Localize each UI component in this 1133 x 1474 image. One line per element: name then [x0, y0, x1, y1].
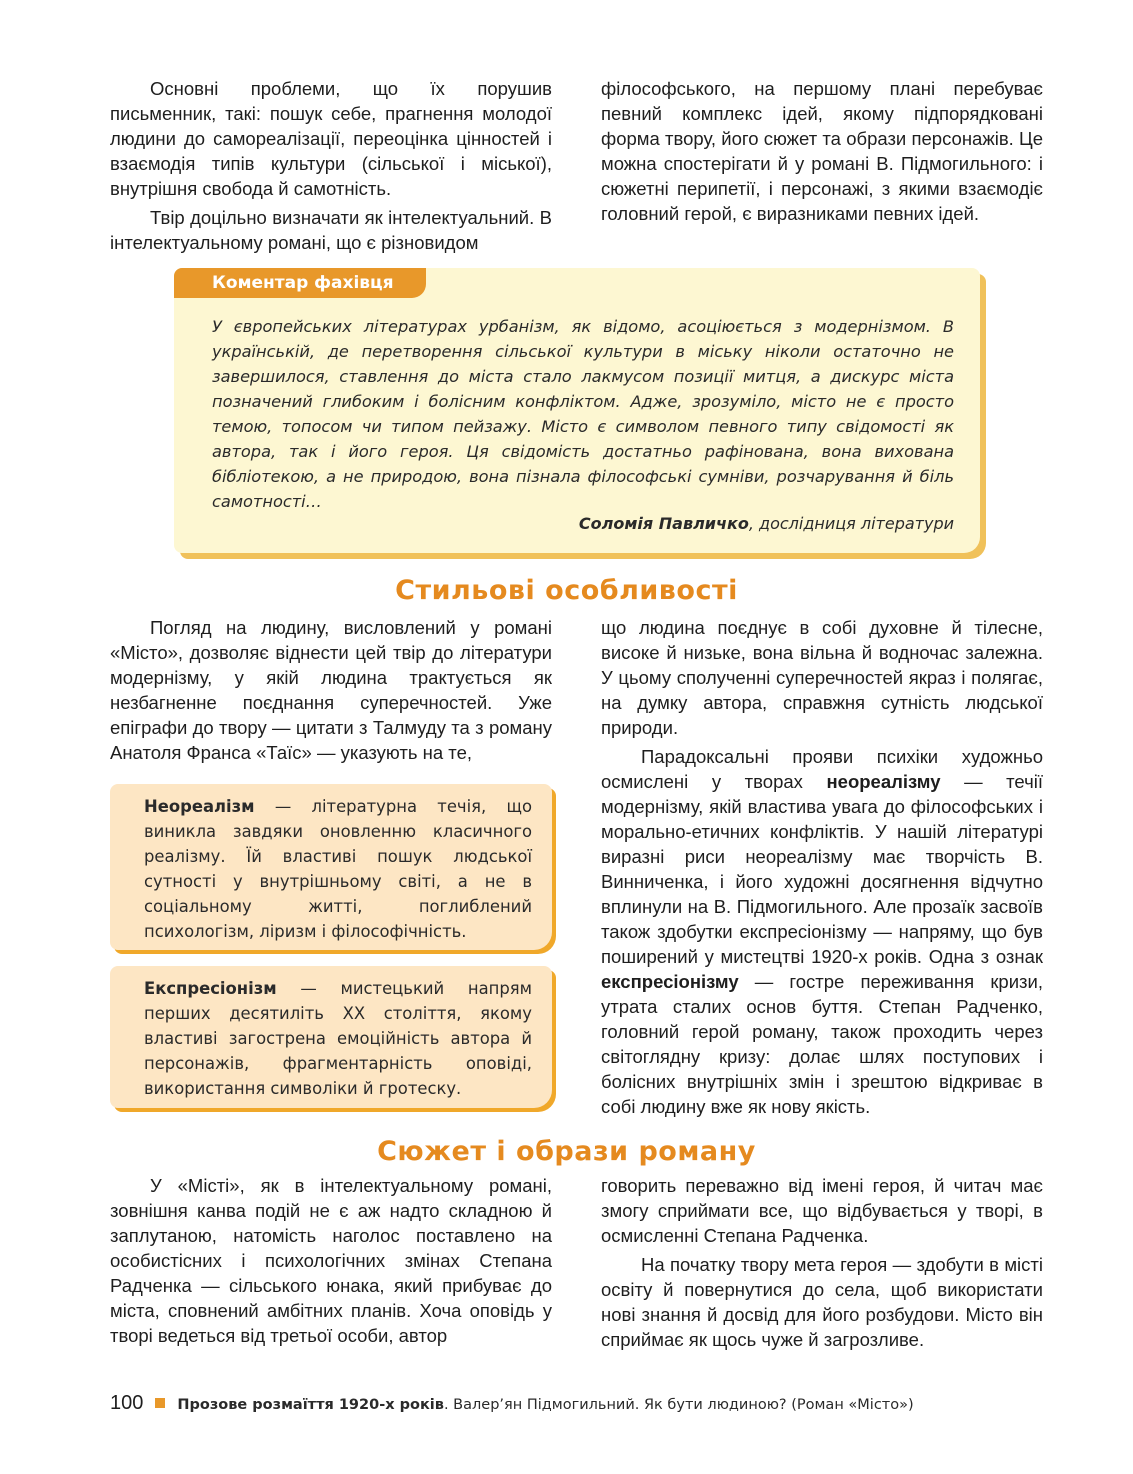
footer-section-title: Прозове розмаїття 1920-х років: [177, 1397, 444, 1413]
paragraph: філософського, на першому плані перебуває певний комплекс ідей, якому підпорядковані форма твору, його сюжет та образи персонажів. Це можна спостерігати й у романі В. Підмогильного: і сюжетні перипетії, і персонажі, з якими взаємодіє головний герой, є виразниками певних ідей.: [601, 78, 1043, 224]
paragraph: Погляд на людину, висловлений у романі «Місто», дозволяє віднести цей твір до літератури модернізму, у якій людина трактується як незбагненне поєднання суперечностей. Уже епіграфи до твору — цитати з Талмуду та з роману Анатоля Франса «Таїс» — указують на те,: [110, 617, 552, 763]
definition-text: Неореалізм — літературна течія, що виникла завдяки оновленню класичного реалізму. Їй властиві пошук людської сутності у внутрішньому світі, а не в соціальному житті, поглиблений психологізм, ліризм і філософічність.: [144, 797, 532, 941]
expert-comment-signature: [579, 514, 954, 533]
top-left-column: [110, 76, 552, 259]
paragraph: Твір доцільно визначати як інтелектуальний. В інтелектуальному романі, що є різновидом: [110, 207, 552, 253]
section1-left-column: [110, 615, 552, 769]
term-neorealism: неореалізму: [826, 771, 941, 792]
comment-author-role: , дослідниця літератури: [748, 514, 954, 533]
expert-comment-label: Коментар фахівця: [174, 268, 426, 298]
definition-box-expressionism: [110, 966, 552, 1108]
paragraph: Парадоксальні прояви психіки художньо осмислені у творах неореалізму — течії модернізму, якій властива увага до філософських і морально-етичних конфліктів. У нашій літературі виразні риси неореалізму має творчість В. Винниченка, і його художні досягнення відчутно вплинули на В. Підмогильного. Але прозаїк засвоїв також здобутки експресіонізму — напряму, що був поширений у мистецтві 1920-х років. Одна з ознак експресіонізму — гостре переживання кризи, утрата сталих основ буття. Степан Радченко, головний герой роману, також проходить через світоглядну кризу: долає шлях поступових і болісних внутрішніх змін і зрештою відкриває в собі людину вже як нову якість.: [601, 746, 1043, 1117]
expert-comment-box: [174, 268, 980, 553]
section2-right-column: [601, 1173, 1043, 1356]
section1-right-column: [601, 615, 1043, 1123]
paragraph: говорить переважно від імені героя, й читач має змогу сприймати все, що відбувається у творі, в осмисленні Степана Радченка.: [601, 1175, 1043, 1246]
section-heading-style: Стильові особливості: [395, 575, 738, 606]
top-right-column: [601, 76, 1043, 230]
page-footer: 100 Прозове розмаїття 1920-х років. Валер’ян Підмогильний. Як бути людиною? (Роман «Місто»): [110, 1392, 914, 1414]
footer-subtitle: Валер’ян Підмогильний. Як бути людиною? (Роман «Місто»): [448, 1397, 914, 1413]
comment-author: Соломія Павличко: [578, 514, 749, 533]
paragraph: На початку твору мета героя — здобути в місті освіту й повернутися до села, щоб використати нові знання й досвід для його розбудови. Місто він сприймає як щось чуже й загрозливе.: [601, 1254, 1043, 1350]
page-number: 100: [110, 1392, 144, 1414]
section-heading-plot: Сюжет і образи роману: [377, 1136, 756, 1167]
definition-box-neorealism: [110, 784, 552, 950]
paragraph: У «Місті», як в інтелектуальному романі, зовнішня канва подій не є аж надто складною й заплутаною, натомість наголос поставлено на особистісних і психологічних змінах Степана Радченка — сільського юнака, який прибуває до міста, сповнений амбітних планів. Хоча оповідь у творі ведеться від третьої особи, автор: [110, 1175, 552, 1346]
definition-term: Неореалізм: [144, 797, 255, 816]
paragraph: що людина поєднує в собі духовне й тілесне, високе й низьке, вона вільна й водночас залежна. У цьому сполученні суперечностей якраз і полягає, на думку автора, справжня сутність людської природи.: [601, 617, 1043, 738]
orange-square-icon: [155, 1398, 165, 1408]
paragraph: Основні проблеми, що їх порушив письменник, такі: пошук себе, прагнення молодої людини до самореалізації, переоцінка цінностей і взаємодія типів культури (сільської і міської), внутрішня свобода й самотність.: [110, 78, 552, 199]
definition-text: Експресіонізм — мистецький напрям перших десятиліть ХХ століття, якому властиві загострена емоційність автора й персонажів, фрагментарність оповіді, використання символіки й гротеску.: [144, 979, 532, 1098]
term-expressionism: експресіонізму: [601, 971, 739, 992]
section2-left-column: [110, 1173, 552, 1352]
expert-comment-text: У європейських літературах урбанізм, як відомо, асоціюється з модернізмом. В українській, де перетворення сільської культури в міську ніколи остаточно не завершилося, ставлення до міста стало лакмусом позиції митця, а дискурс міста позначений глибоким і болісним конфліктом. Адже, зрозуміло, місто не є просто темою, топосом чи типом пейзажу. Місто є символом певного типу свідомості як автора, так і його героя. Ця свідомість достатньо рафінована, вона вихована бібліотекою, а не природою, вона пізнала філософські сумніви, розчарування й біль самотності…: [212, 317, 954, 511]
definition-term: Експресіонізм: [144, 979, 277, 998]
